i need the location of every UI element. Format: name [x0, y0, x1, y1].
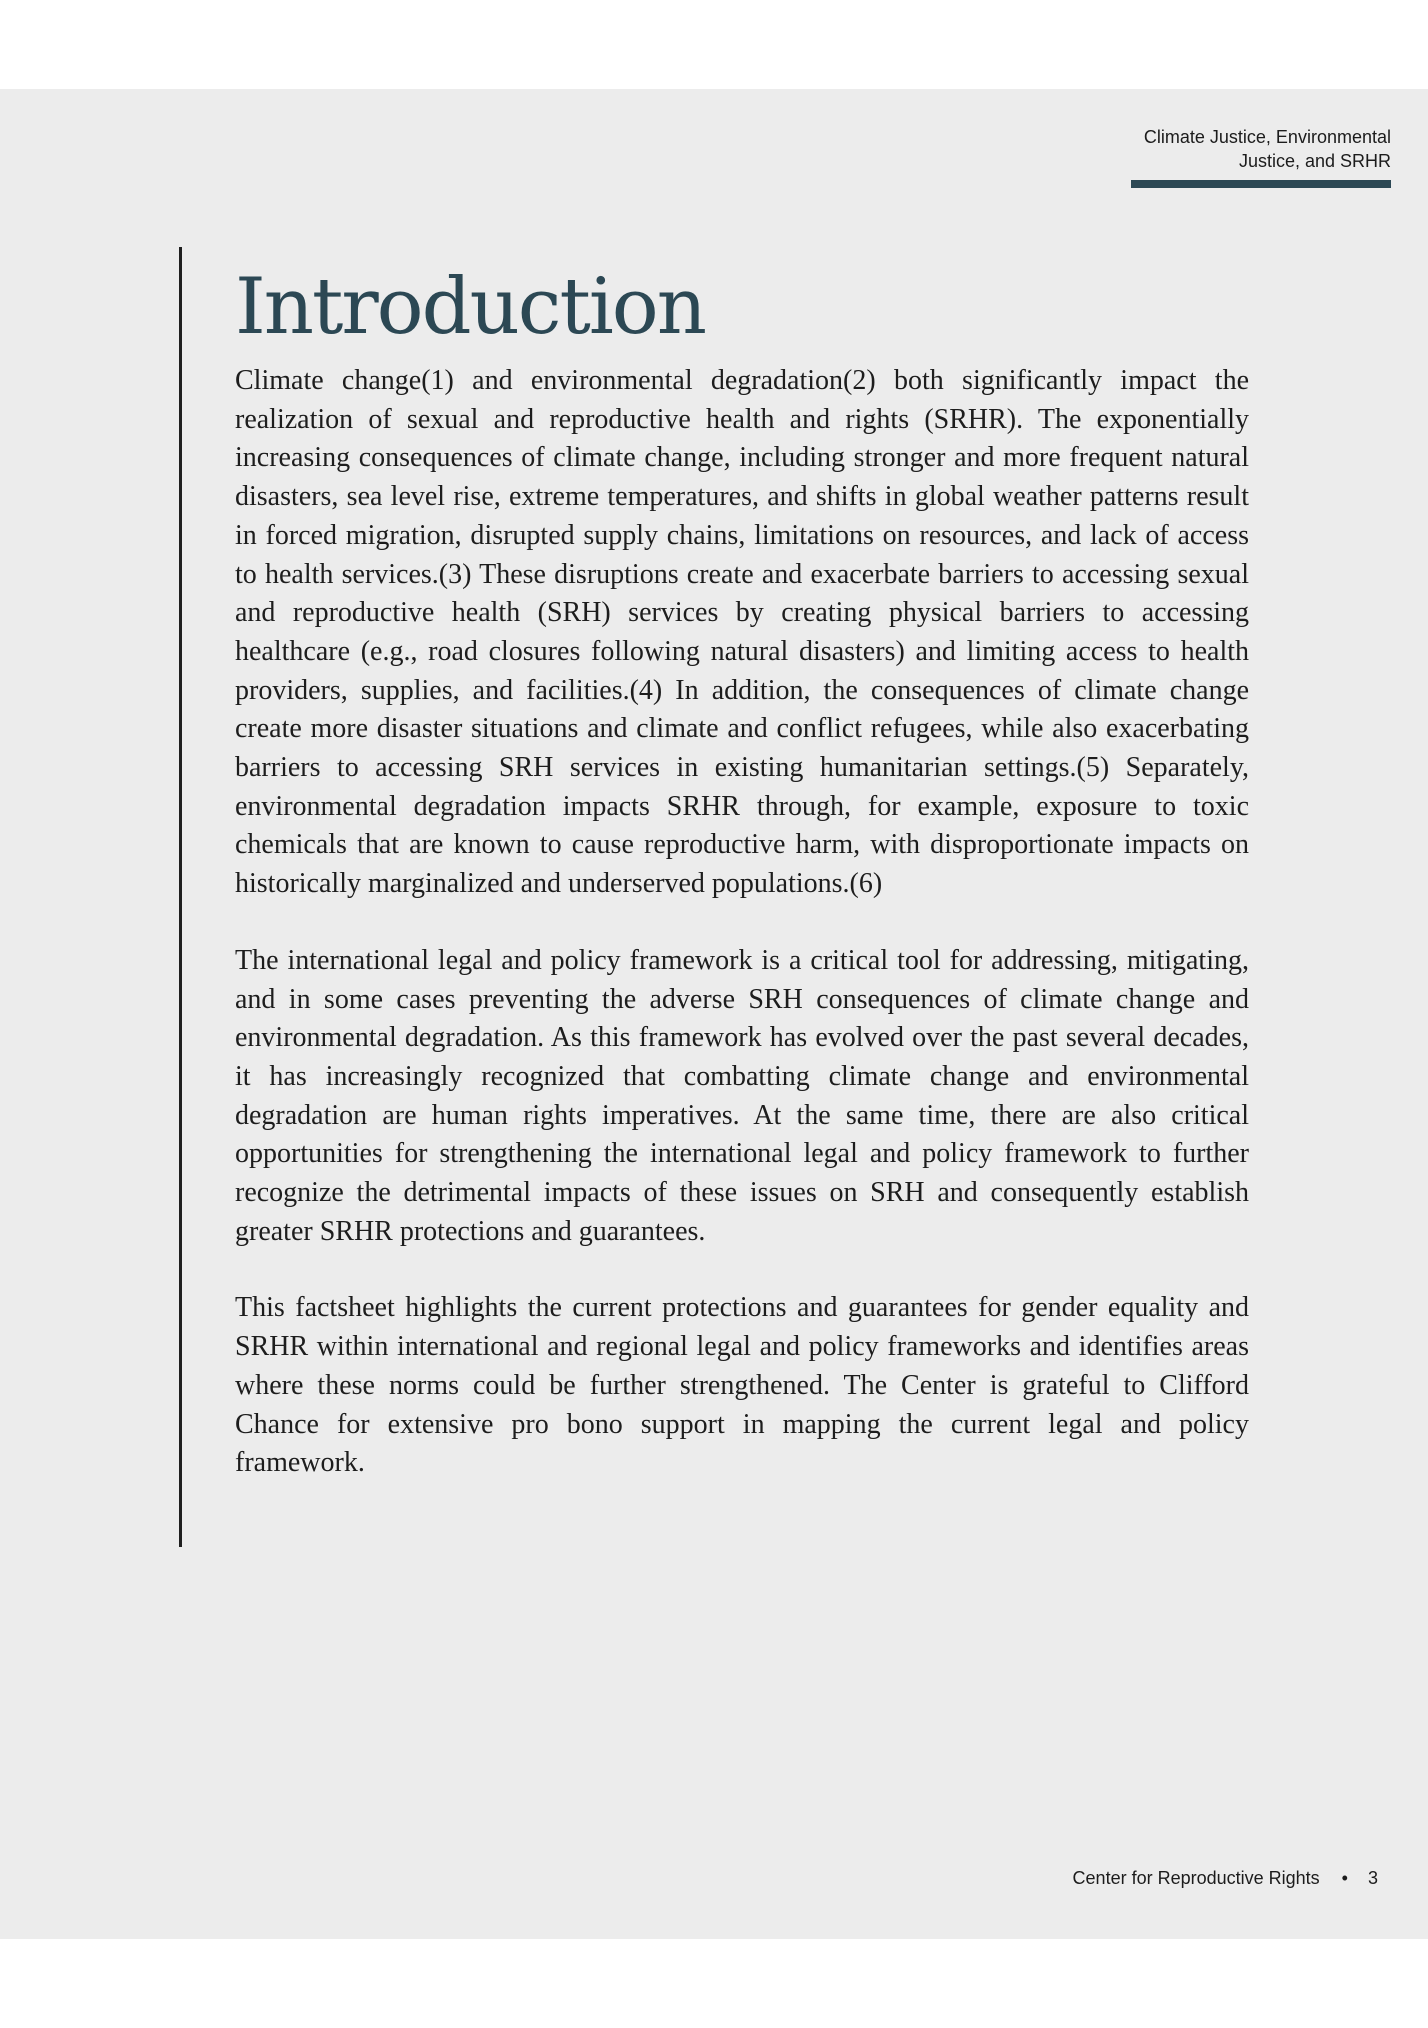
intro-paragraph-3: This factsheet highlights the current protections and guarantees for gender equality and SRHR within international and regional legal and policy frameworks and identifies areas where these norms could be further strengthened. The Center is grateful to Clifford Chance for extensive pro bono support in mapping the current legal and policy framework. — [235, 1292, 1249, 1479]
header-accent-rule — [1131, 180, 1391, 188]
main-content — [235, 262, 1249, 1483]
page-number: 3 — [1367, 1868, 1378, 1888]
section-tag — [1144, 125, 1391, 173]
section-side-rule — [179, 247, 182, 1547]
footer-organization: Center for Reproductive Rights — [1072, 1868, 1320, 1888]
page-title: Introduction — [235, 262, 705, 352]
section-tag-line-2: Justice, and SRHR — [1238, 151, 1391, 171]
intro-paragraph-2: The international legal and policy framework is a critical tool for addressing, mitigating, and in some cases preventing the adverse SRH consequences of climate change and environmental degradation. As this framework has evolved over the past several decades, it has increasingly recognized that combatting climate change and environmental degradation are human rights imperatives. At the same time, there are also critical opportunities for strengthening the international legal and policy framework to further recognize the detrimental impacts of these issues on SRH and consequently establish greater SRHR protections and guarantees. — [235, 944, 1249, 1247]
footer-separator: • — [1341, 1868, 1348, 1888]
document-page — [0, 89, 1428, 1939]
intro-paragraph-1: Climate change(1) and environmental degradation(2) both significantly impact the realization of sexual and reproductive health and rights (SRHR). The exponentially increasing consequences of climate change, including stronger and more frequent natural disasters, sea level rise, extreme temperatures, and shifts in global weather patterns result in forced migration, disrupted supply chains, limitations on resources, and lack of access to health services.(3) These disruptions create and exacerbate barriers to accessing sexual and reproductive health (SRH) services by creating physical barriers to accessing healthcare (e.g., road closures following natural disasters) and limiting access to health providers, supplies, and facilities.(4) In addition, the consequences of climate change create more disaster situations and climate and conflict refugees, while also exacerbating barriers to accessing SRH services in existing humanitarian settings.(5) Separately, environmental degradation impacts SRHR through, for example, exposure to toxic chemicals that are known to cause reproductive harm, with disproportionate impacts on historically marginalized and underserved populations.(6) — [235, 365, 1249, 900]
page-footer — [1073, 1866, 1378, 1890]
section-tag-line-1: Climate Justice, Environmental — [1143, 127, 1391, 147]
